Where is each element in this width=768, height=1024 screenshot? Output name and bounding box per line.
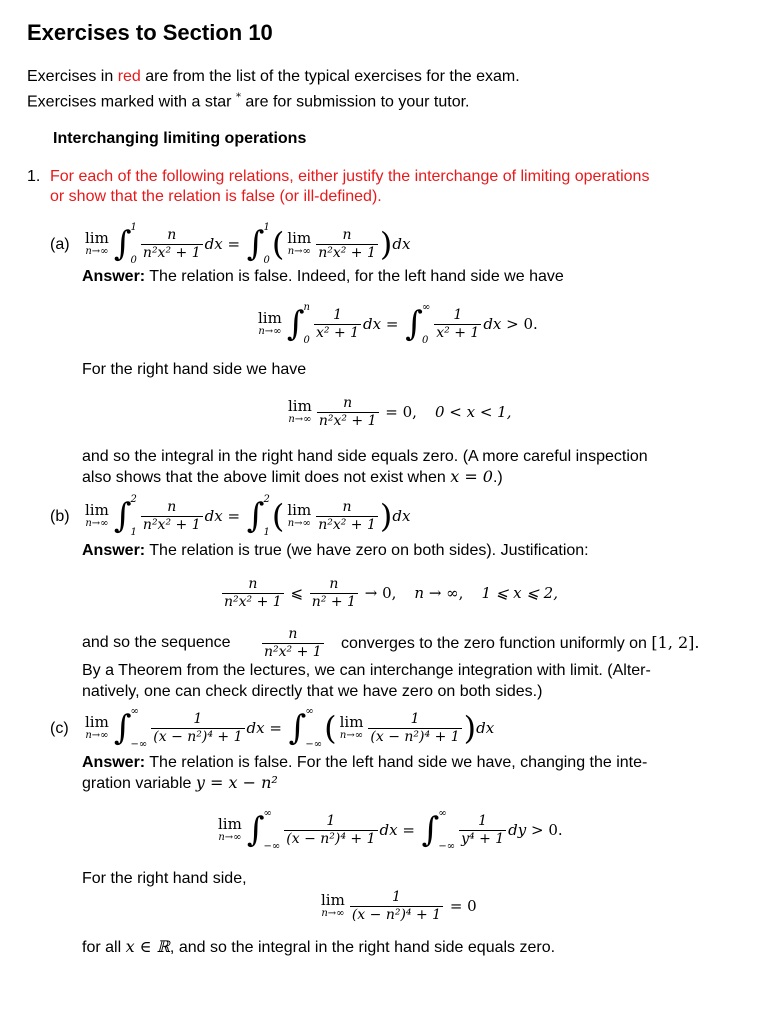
page-title: Exercises to Section 10 <box>27 20 273 45</box>
part-b-line-3: natively, one can check directly that we have zero on both sides.) <box>82 683 543 700</box>
star-marker: * <box>235 92 241 103</box>
equation-c-lhs: lim n→∞ ∫ ∞ −∞ $\frac{1}{\text{(x − n²)⁴ + 1}}$ dx = ∫ ∞ −∞ $\frac{1}{\text{y⁴ + 1}}$ dy > 0. <box>218 808 563 852</box>
equation-c-rhs: lim n→∞ $\frac{1}{\text{(x − n²)⁴ + 1}}$ = 0 <box>321 888 477 923</box>
equation-b-bound: $\frac{n}{\text{n²x² + 1}}$ ⩽ $\frac{n}{\text{n² + 1}}$ → 0, n → ∞, 1 ⩽ x ⩽ 2, <box>224 575 558 610</box>
part-c-rhs-text: For the right hand side, <box>82 870 247 887</box>
part-b-answer: Answer: The relation is true (we have zero on both sides). Justification: <box>82 542 589 559</box>
equation-b-sequence: $\frac{n}{\text{n²x² + 1}}$ <box>264 625 322 660</box>
red-word: red <box>117 68 141 85</box>
part-b-label: (b) <box>50 508 70 525</box>
part-c-label: (c) <box>50 720 69 737</box>
intro-line-2: Exercises marked with a star * are for submission to your tutor. <box>27 92 470 111</box>
equation-a-relation: lim n→∞ ∫ 1 0 $\frac{n}{\text{n²x² + 1}}$ dx = ∫ 1 0 ( lim n→∞ $\frac{n}{\text{n²x² + 1}}$ ) dx <box>85 222 411 266</box>
intro-line-1: Exercises in red are from the list of the typical exercises for the exam. <box>27 68 520 85</box>
equation-b-relation: lim n→∞ ∫ 2 1 $\frac{n}{\text{n²x² + 1}}$ dx = ∫ 2 1 ( lim n→∞ $\frac{n}{\text{n²x² + 1}}$ ) dx <box>85 494 411 538</box>
problem-statement-line-2: or show that the relation is false (or ill-defined). <box>50 188 382 205</box>
equation-a-rhs: lim n→∞ $\frac{n}{\text{n²x² + 1}}$ = 0, 0 < x < 1, <box>288 394 512 429</box>
equation-a-lhs: lim n→∞ ∫ n 0 $\frac{1}{\text{x² + 1}}$ dx = ∫ ∞ 0 $\frac{1}{\text{x² + 1}}$ dx > 0. <box>258 302 538 346</box>
interval: [1, 2]. <box>651 633 700 652</box>
part-a-conclusion-line-1: and so the integral in the right hand side equals zero. (A more careful inspection <box>82 448 648 465</box>
equation-c-relation: lim n→∞ ∫ ∞ −∞ $\frac{1}{\text{(x − n²)⁴ + 1}}$ dx = ∫ ∞ −∞ ( lim n→∞ $\frac{1}{\text{(x − n²)⁴ + 1}}$ ) dx <box>85 706 495 750</box>
part-c-final: for all x ∈ ℝ, and so the integral in the right hand side equals zero. <box>82 937 556 956</box>
problem-statement-line-1: For each of the following relations, either justify the interchange of limiting operations <box>50 168 650 185</box>
part-c-answer: Answer: The relation is false. For the left hand side we have, changing the inte- <box>82 754 648 771</box>
part-a-label: (a) <box>50 236 70 253</box>
problem-number: 1. <box>27 168 41 185</box>
part-b-seq-post: converges to the zero function uniformly on [1, 2]. <box>341 633 700 652</box>
part-b-seq-pre: and so the sequence <box>82 634 231 651</box>
part-a-condition: 0 < x < 1, <box>434 403 512 421</box>
part-b-line-2: By a Theorem from the lectures, we can interchange integration with limit. (Alter- <box>82 662 651 679</box>
part-a-rhs-text: For the right hand side we have <box>82 361 307 378</box>
part-c-line-2: gration variable y = x − n² <box>82 773 278 792</box>
part-a-answer: Answer: The relation is false. Indeed, for the left hand side we have <box>82 268 564 285</box>
part-a-conclusion-line-2: also shows that the above limit does not exist when x = 0.) <box>82 467 503 486</box>
subsection-heading: Interchanging limiting operations <box>53 130 307 147</box>
